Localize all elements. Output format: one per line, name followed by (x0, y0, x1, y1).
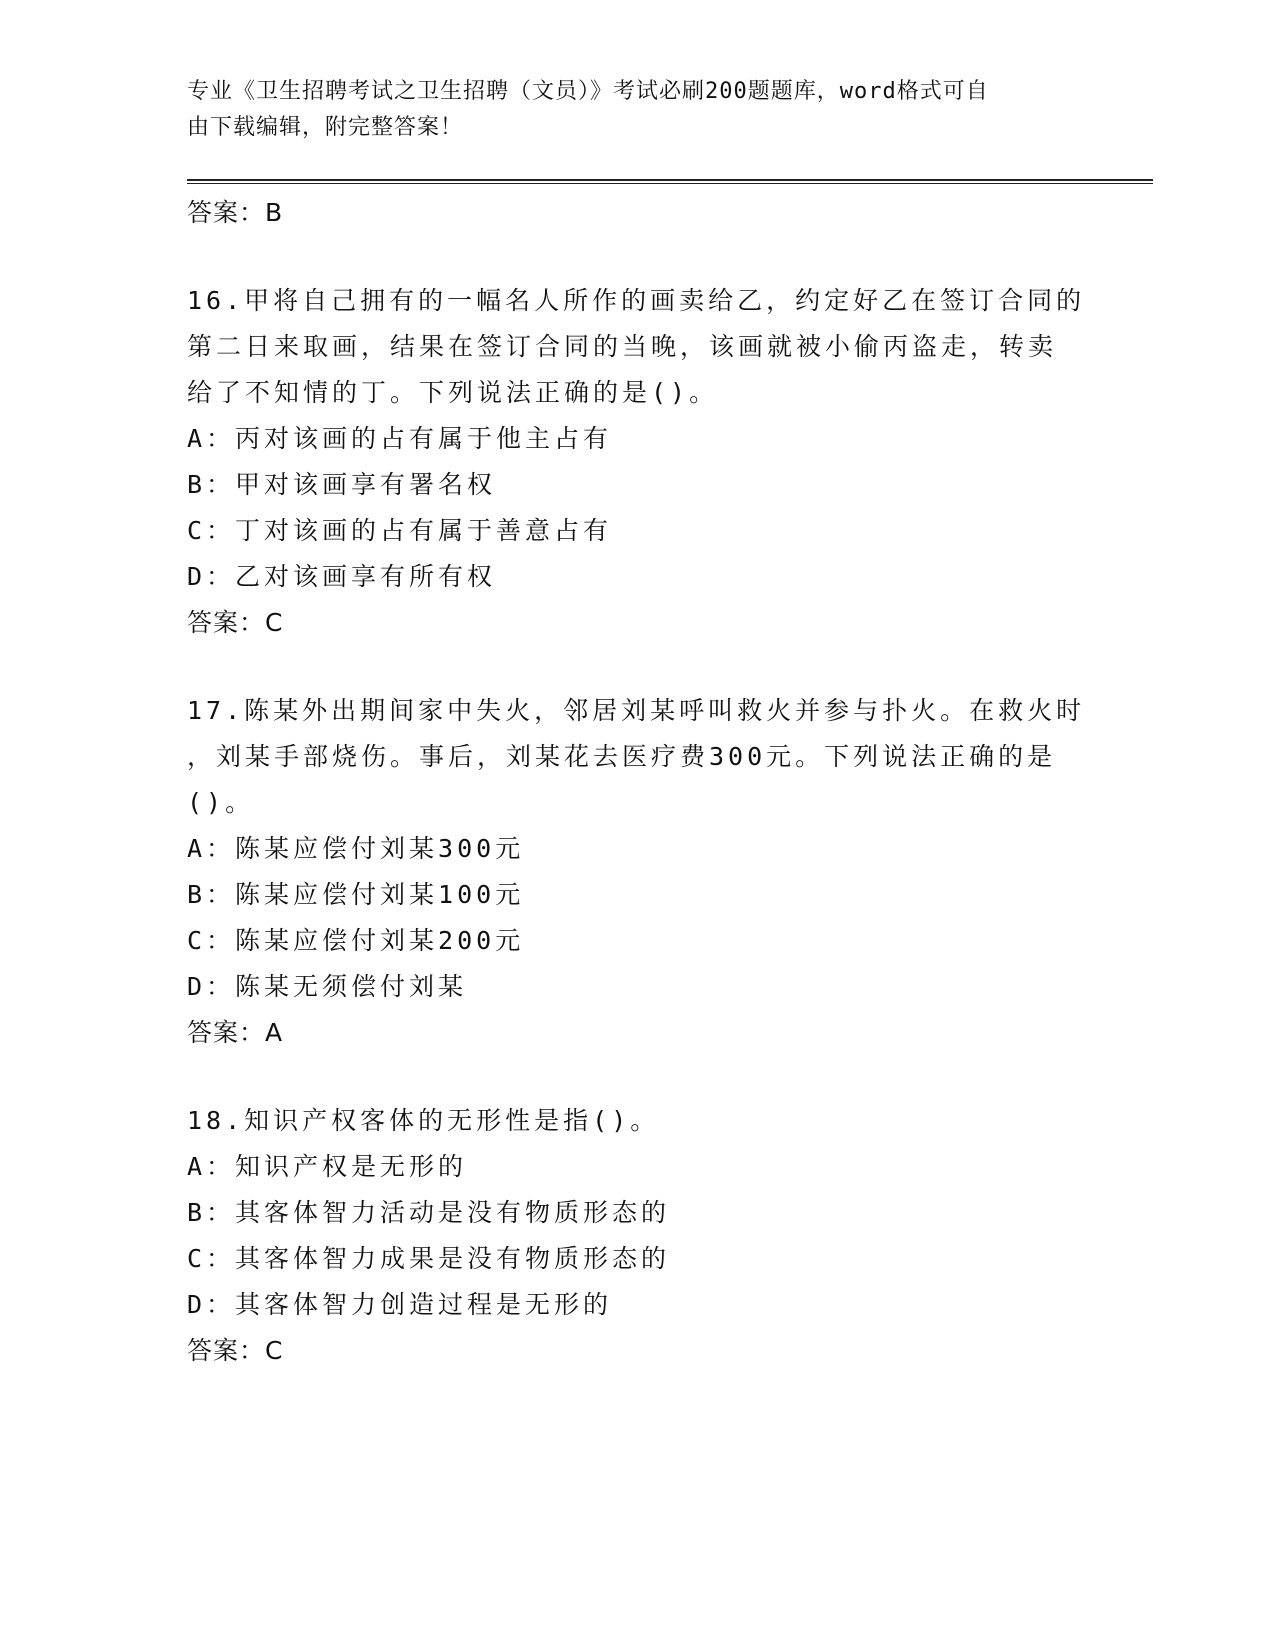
option-c: C：丁对该画的占有属于善意占有 (187, 516, 613, 545)
option-d: D：乙对该画享有所有权 (187, 562, 497, 591)
answer: 答案：A (187, 1018, 284, 1047)
option-d: D：陈某无须偿付刘某 (187, 972, 468, 1001)
question-list (187, 190, 1087, 1374)
question-18 (187, 1098, 1087, 1374)
header-line-1: 专业《卫生招聘考试之卫生招聘（文员）》考试必刷200题题库，word格式可自 (187, 79, 989, 104)
question-17 (187, 688, 1087, 1056)
option-d: D：其客体智力创造过程是无形的 (187, 1290, 613, 1319)
stem-line: 17.陈某外出期间家中失火，邻居刘某呼叫救火并参与扑火。在救火时 (187, 696, 1086, 725)
option-c: C：其客体智力成果是没有物质形态的 (187, 1244, 671, 1273)
stem-line: 第二日来取画，结果在签订合同的当晚，该画就被小偷丙盗走，转卖 (187, 332, 1058, 361)
question-stem (187, 278, 1087, 416)
question-stem (187, 688, 1087, 826)
option-a: A：知识产权是无形的 (187, 1152, 468, 1181)
option-b: B：其客体智力活动是没有物质形态的 (187, 1198, 671, 1227)
option-a: A：陈某应偿付刘某300元 (187, 834, 525, 863)
answer: 答案：C (187, 608, 284, 637)
stem-line: ()。 (187, 788, 255, 817)
question-16 (187, 278, 1087, 646)
header-line-2: 由下载编辑，附完整答案！ (187, 115, 464, 140)
option-a: A：丙对该画的占有属于他主占有 (187, 424, 613, 453)
page-header (187, 74, 1087, 146)
stem-line: 给了不知情的丁。下列说法正确的是()。 (187, 378, 719, 407)
header-divider (187, 179, 1153, 184)
option-b: B：甲对该画享有署名权 (187, 470, 497, 499)
answer: 答案：C (187, 1336, 284, 1365)
stem-line: 18.知识产权客体的无形性是指()。 (187, 1106, 660, 1135)
stem-line: ，刘某手部烧伤。事后，刘某花去医疗费300元。下列说法正确的是 (187, 742, 1057, 771)
stem-line: 16.甲将自己拥有的一幅名人所作的画卖给乙，约定好乙在签订合同的 (187, 286, 1086, 315)
question-stem (187, 1098, 1087, 1144)
option-b: B：陈某应偿付刘某100元 (187, 880, 525, 909)
option-c: C：陈某应偿付刘某200元 (187, 926, 525, 955)
previous-answer: 答案：B (187, 198, 284, 227)
